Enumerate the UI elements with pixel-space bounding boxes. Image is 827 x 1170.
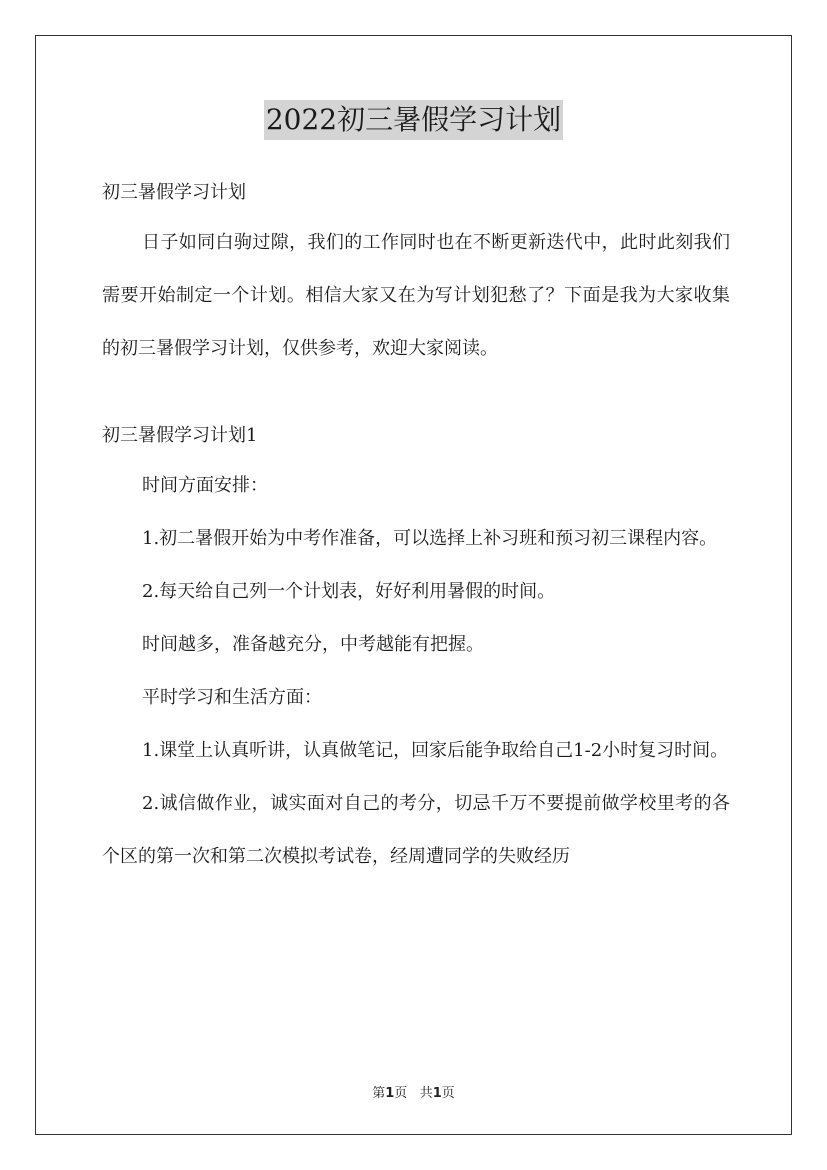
intro-paragraph: 日子如同白驹过隙，我们的工作同时也在不断更新迭代中，此时此刻我们需要开始制定一个计划。相信大家又在为写计划犯愁了？下面是我为大家收集的初三暑假学习计划，仅供参考，欢迎大家阅读。	[102, 232, 730, 359]
study-item-1: 1.课堂上认真听讲，认真做笔记，回家后能争取给自己1-2小时复习时间。	[142, 740, 729, 761]
footer-page-suffix: 页	[394, 1086, 408, 1101]
document-body	[102, 170, 730, 883]
document-title: 2022初三暑假学习计划	[264, 100, 563, 140]
time-note: 时间越多，准备越充分，中考越能有把握。	[142, 634, 484, 655]
page-footer	[0, 1082, 827, 1101]
footer-page-number: 1	[385, 1086, 395, 1101]
footer-page-prefix: 第	[372, 1086, 386, 1101]
section-heading: 初三暑假学习计划1	[102, 425, 258, 446]
title-container	[0, 100, 827, 140]
time-heading: 时间方面安排：	[142, 475, 268, 496]
study-heading: 平时学习和生活方面：	[142, 687, 322, 708]
footer-total-number: 1	[432, 1086, 442, 1101]
study-item-2: 2.诚信做作业，诚实面对自己的考分，切忌千万不要提前做学校里考的各个区的第一次和第二次模拟考试卷，经周遭同学的失败经历	[102, 793, 730, 867]
time-item-2: 2.每天给自己列一个计划表，好好利用暑假的时间。	[142, 581, 556, 602]
time-item-1: 1.初二暑假开始为中考作准备，可以选择上补习班和预习初三课程内容。	[142, 528, 718, 549]
footer-total-suffix: 页	[441, 1086, 455, 1101]
subtitle: 初三暑假学习计划	[102, 182, 246, 203]
spacer	[102, 375, 730, 413]
footer-total-prefix: 共	[419, 1086, 433, 1101]
